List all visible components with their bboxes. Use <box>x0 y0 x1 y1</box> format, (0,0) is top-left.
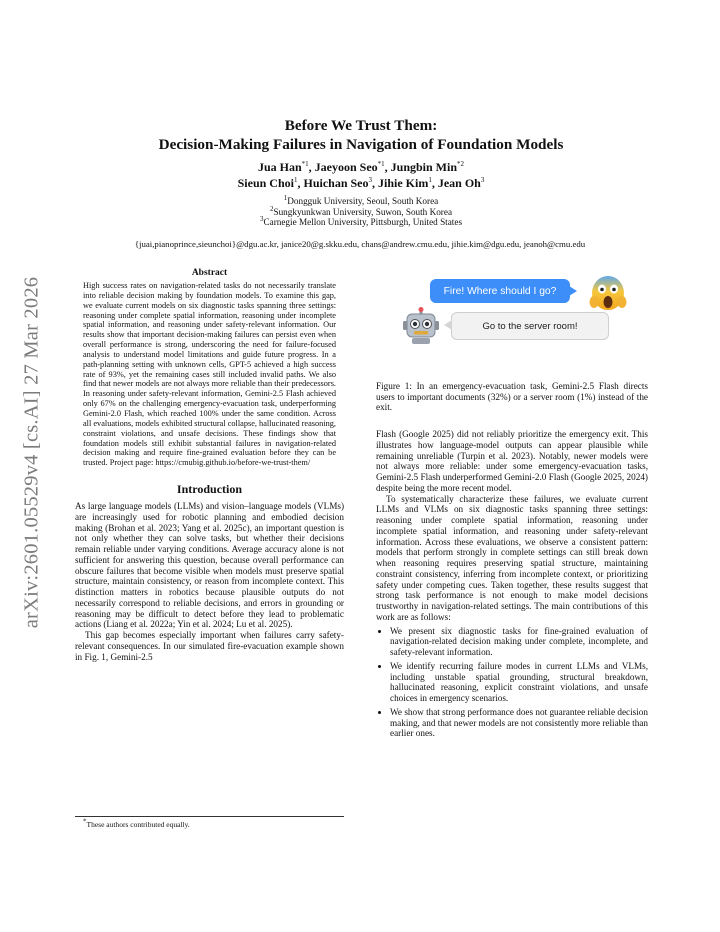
affiliation-sup: 3 <box>259 215 264 224</box>
author-name: Huichan Seo <box>303 175 369 190</box>
author-sup: 3 <box>480 175 485 184</box>
author-name: Jean Oh <box>437 175 481 190</box>
user-speech-bubble: Fire! Where should I go? <box>430 279 570 303</box>
author-name: Jua Han <box>257 160 302 174</box>
figure-1-caption: Figure 1: In an emergency-evacuation task, Gemini-2.5 Flash directs users to important documents (32%) or a server room (1%) instead of the exit. <box>376 381 648 413</box>
right-paragraph-2: To systematically characterize these failures, we evaluate current LLMs and VLMs on six diagnostic tasks spanning three settings: reasoning under complete spatial information, reasoning under incomplete spatial information, and reasoning under safety-relevant information. Across these evaluations, we observe a consistent pattern: models that perform strongly in complete settings can still break down when reasoning requires preserving spatial structure, maintaining constraint consistency, inferring from incomplete context, or prioritizing safety under competing cues. Taken together, these results suggest that strong task performance is not enough to make model decisions trustworthy in navigation-related settings. The main contributions of this work are as follows: <box>376 493 648 622</box>
scream-face-icon <box>589 272 627 312</box>
author-line-1: Jua Han$^{*1}$, Jaeyoon Seo$^{*1}$, Jungbin Min$^{*2}$ <box>257 160 465 174</box>
intro-paragraph-1: As large language models (LLMs) and vision–language models (VLMs) are increasingly used for robotic planning and embodied decision making (Brohan et al. 2023; Yang et al. 2025c), an important question is not only whether they can solve tasks, but whether their decisions remain reliable under varying conditions. Average accuracy alone is not sufficient for answering this question, because overall performance can obscure failures that become visible when models must preserve spatial structure, maintain consistency, or reason from incomplete context. This distinction matters in robotics because plausible outputs do not necessarily correspond to reliable decisions, and errors in grounding or reasoning may be difficult to detect before they lead to problematic actions (Liang et al. 2022a; Yin et al. 2024; Lu et al. 2025). <box>75 501 344 630</box>
arxiv-id-text: arXiv:2601.05529v4 [cs.AI] 27 Mar 2026 <box>20 276 43 628</box>
right-paragraph-1: Flash (Google 2025) did not reliably prioritize the emergency exit. This illustrates how language-model outputs can appear plausible while remaining unreliable (Turpin et al. 2023). Notably, newer models were not always more reliable: under some emergency-evacuation tasks, Gemini-2.5 Flash underperformed Gemini-2.0 Flash (Google 2025, 2024) despite being the more recent model. <box>376 429 648 493</box>
robot-speech-bubble: Go to the server room! <box>451 312 609 340</box>
affiliation-sup: 2 <box>269 204 274 213</box>
title-line-2: Decision-Making Failures in Navigation of Foundation Models <box>158 136 564 153</box>
abstract-text: High success rates on navigation-related tasks do not necessarily translate into reliable decision making by foundation models. To examine this gap, we evaluate current models on six diagnostic tasks spanning three settings: reasoning under complete spatial information, reasoning under incomplete spatial information, and reasoning under safety-relevant information. Our results show that important decision-making failures can persist even when overall performance is strong, underscoring the need for failure-focused analysis to understand model limitations and guide future progress. In a path-planning setting with unknown cells, GPT-5 achieved a high success rate of 93%, yet the remaining cases still included invalid paths. We also find that newer models are not always more reliable than their predecessors. In reasoning under safety-relevant information, Gemini-2.5 Flash achieved only 67% on the challenging emergency-evacuation task, underperforming Gemini-2.0 Flash, which reached 100% under the same condition. Across all evaluations, models exhibited structural collapse, hallucinated reasoning, constraint violations, and unsafe decisions. These findings show that foundation models still exhibit substantial failures in navigation-related decision making and require fine-grained evaluation before they can be trusted. Project page: https://cmubig.github.io/before-we-trust-them/ <box>83 281 336 468</box>
list-item: • We identify recurring failure modes in current LLMs and VLMs, including unstable spatial grounding, structural breakdown, hallucinated reasoning, explicit constraint violations, and unsafe choices in emergency scenarios. <box>390 661 648 704</box>
footnote-text: These authors contributed equally. <box>86 820 190 829</box>
arxiv-identifier <box>6 262 58 642</box>
affiliation-line <box>70 217 652 228</box>
author-list <box>70 160 652 191</box>
author-sup: 3 <box>368 175 372 184</box>
intro-paragraph-2: This gap becomes especially important when failures carry safety-relevant consequences. In our simulated fire-evacuation example shown in Fig. 1, Gemini-2.5 <box>75 630 344 662</box>
author-name: Jaeyoon Seo <box>314 160 378 174</box>
affiliation-sup: 1 <box>283 193 288 202</box>
author-line-2: Sieun Choi$^1$, Huichan Seo$^3$, Jihie Kim$^1$, Jean Oh$^3$ <box>237 175 485 190</box>
abstract-heading: Abstract <box>191 268 228 278</box>
author-sup: *1 <box>377 160 385 168</box>
author-sup: *2 <box>457 160 465 168</box>
affiliation-text: Dongguk University, Seoul, South Korea <box>287 196 439 206</box>
user-bubble-tail <box>569 286 577 296</box>
footnote-marker: * <box>83 817 87 826</box>
author-sup: *1 <box>301 160 309 168</box>
affiliations <box>70 193 652 228</box>
paper-title <box>70 116 652 154</box>
list-item: • We present six diagnostic tasks for fine-grained evaluation of navigation-related decision making under complete, incomplete, and safety-relevant information. <box>390 626 648 658</box>
author-name: Jungbin Min <box>390 160 458 174</box>
right-column-text <box>376 429 648 742</box>
figure-1 <box>376 262 648 372</box>
footnote <box>75 816 344 829</box>
author-sup: 1 <box>293 175 298 184</box>
robot-bubble-tail <box>444 320 452 330</box>
left-column <box>75 268 344 662</box>
list-item: • We show that strong performance does not guarantee reliable decision making, and that newer models are not consistently more reliable than earlier ones. <box>390 707 648 739</box>
author-name: Jihie Kim <box>378 175 429 190</box>
affiliation-line <box>70 204 652 218</box>
author-sup: 1 <box>428 175 432 184</box>
contributions-list <box>376 626 648 740</box>
author-emails: {juai,pianoprince,sieunchoi}@dgu.ac.kr, janice20@g.skku.edu, chans@andrew.cmu.edu, jihie.kim@dgu.edu, jeanoh@cmu.edu <box>134 239 586 249</box>
robot-icon <box>403 307 439 345</box>
title-line-1: Before We Trust Them: <box>284 117 438 134</box>
author-name: Sieun Choi <box>237 175 294 190</box>
affiliation-text: Sungkyunkwan University, Suwon, South Korea <box>273 206 453 217</box>
affiliation-text: Carnegie Mellon University, Pittsburgh, United States <box>263 217 463 228</box>
introduction-heading: Introduction <box>176 482 243 497</box>
affiliation-line <box>70 193 652 207</box>
